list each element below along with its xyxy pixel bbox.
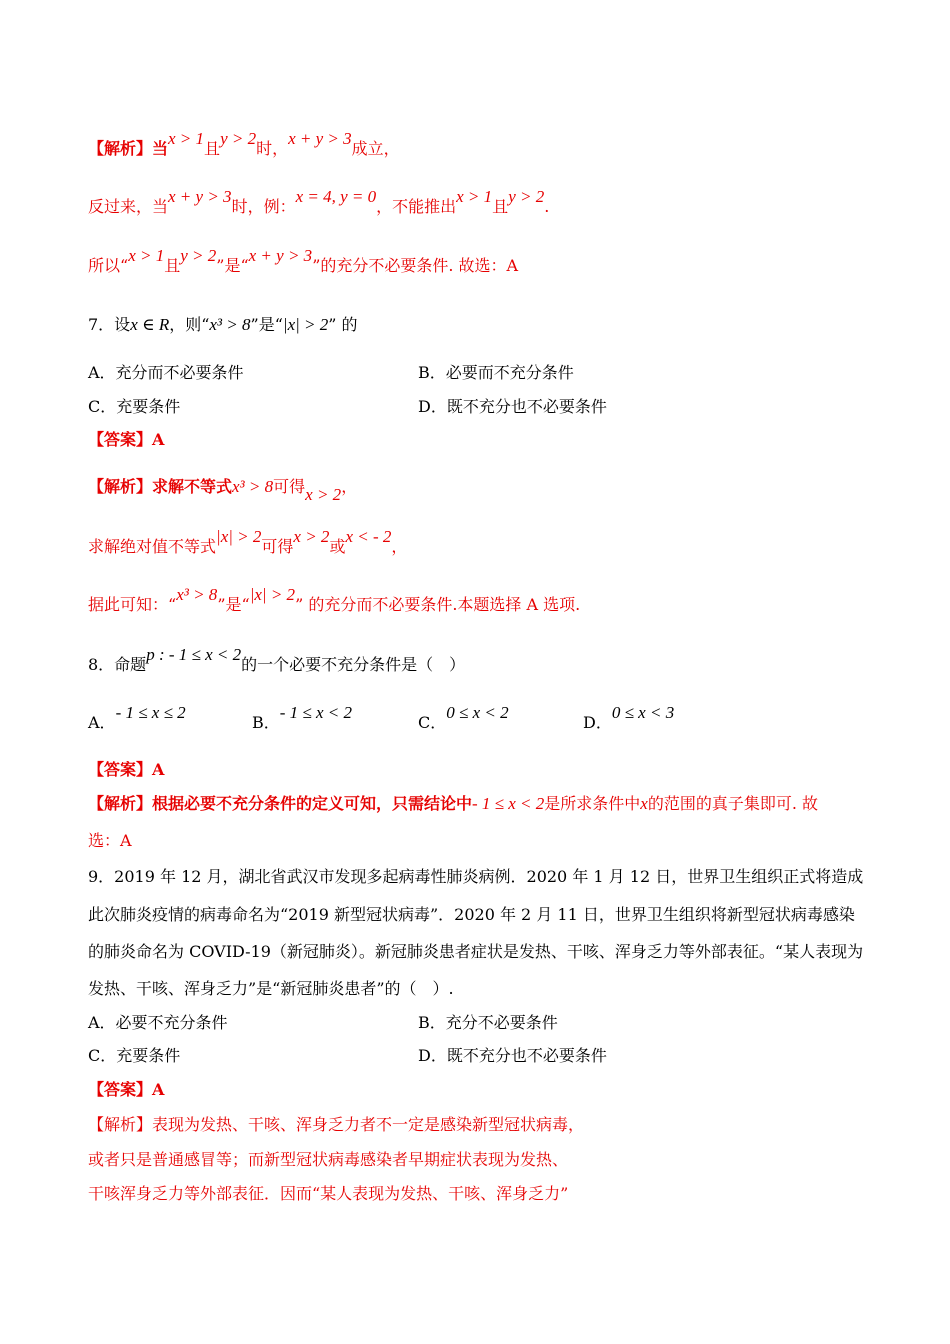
analysis-text: ， <box>391 537 408 556</box>
math-expr: x < - 2 <box>345 527 392 546</box>
q9-option-a: A．必要不充分条件 <box>88 1013 228 1032</box>
analysis-text: ， <box>341 477 358 496</box>
analysis-text: ” 的充分而不必要条件.本题选择 A 选项. <box>295 595 581 614</box>
math-expr: x + y > 3 <box>248 246 313 265</box>
q8-analysis-line-1 <box>88 793 818 815</box>
q8-option-c <box>418 703 509 734</box>
option-label: B． <box>252 713 280 732</box>
q7-analysis-line-2 <box>88 527 408 558</box>
analysis-text: 【解析】求解不等式 <box>88 477 233 496</box>
math-expr: y > 2 <box>220 129 257 148</box>
analysis-text: 且 <box>164 256 181 275</box>
q7-answer: 【答案】A <box>88 430 165 449</box>
question-text: ”是“ <box>250 315 283 334</box>
q9-option-d: D．既不充分也不必要条件 <box>418 1046 607 1065</box>
analysis-text: 求解绝对值不等式 <box>88 537 217 556</box>
q6-analysis-line-1 <box>88 129 400 160</box>
q8-answer: 【答案】A <box>88 760 165 779</box>
q9-analysis-line-1: 【解析】表现为发热、干咳、浑身乏力者不一定是感染新型冠状病毒， <box>88 1115 585 1134</box>
question-text: 8．命题 <box>88 655 147 674</box>
analysis-text: 的范围的真子集即可. 故 <box>647 794 819 813</box>
math-expr: p : - 1 ≤ x < 2 <box>146 645 242 664</box>
q7-analysis-line-1 <box>88 476 358 504</box>
analysis-text: 反过来，当 <box>88 197 169 216</box>
math-expr: y > 2 <box>508 187 545 206</box>
analysis-text: 是所求条件中 <box>544 794 641 813</box>
analysis-text: 时， <box>256 139 289 158</box>
math-expr: - 1 ≤ x < 2 <box>472 794 545 813</box>
math-expr: x ∈ R <box>130 315 170 334</box>
math-expr: x³ > 8 <box>176 585 218 604</box>
analysis-text: 时，例： <box>231 197 296 216</box>
math-expr: x > 1 <box>456 187 493 206</box>
question-text: ，则“ <box>169 315 210 334</box>
math-expr: x > 2 <box>305 485 342 504</box>
q8-stem <box>88 645 466 676</box>
math-expr: x > 1 <box>168 129 205 148</box>
math-expr: x = 4, y = 0 <box>295 187 377 206</box>
q6-analysis-line-2 <box>88 187 550 218</box>
question-text: ” 的 <box>328 315 358 334</box>
analysis-text: 可得 <box>273 477 306 496</box>
q9-stem-line-4: 发热、干咳、浑身乏力”是“新冠肺炎患者”的（ ）. <box>88 979 454 998</box>
math-expr: x + y > 3 <box>168 187 232 206</box>
question-text: 的一个必要不充分条件是（ ） <box>241 655 466 674</box>
q9-answer: 【答案】A <box>88 1080 165 1099</box>
option-label: A． <box>88 713 116 732</box>
q7-option-d: D．既不充分也不必要条件 <box>418 397 607 416</box>
q7-option-a: A．充分而不必要条件 <box>88 363 244 382</box>
math-expr: - 1 ≤ x < 2 <box>279 703 353 722</box>
math-expr: x <box>640 794 648 813</box>
q8-option-d <box>583 703 675 734</box>
q7-option-b: B．必要而不充分条件 <box>418 363 574 382</box>
math-expr: x³ > 8 <box>232 477 274 496</box>
option-label: D． <box>583 713 612 732</box>
math-expr: y > 2 <box>180 246 217 265</box>
math-expr: x + y > 3 <box>288 129 352 148</box>
analysis-text: 所以“ <box>88 256 129 275</box>
analysis-text: 且 <box>492 197 509 216</box>
q8-analysis-line-2: 选：A <box>88 831 132 850</box>
q8-option-a <box>88 703 186 734</box>
math-expr: |x| > 2 <box>216 527 262 546</box>
analysis-text: ”是“ <box>217 595 250 614</box>
analysis-text: 且 <box>204 139 221 158</box>
q7-stem <box>88 314 358 336</box>
analysis-text: 成立， <box>351 139 400 158</box>
analysis-text: 或 <box>329 537 346 556</box>
math-expr: |x| > 2 <box>282 315 329 334</box>
question-text: 7．设 <box>88 315 131 334</box>
math-expr: x > 1 <box>128 246 165 265</box>
q9-stem-line-1: 9．2019 年 12 月，湖北省武汉市发现多起病毒性肺炎病例．2020 年 1 月 12 日，世界卫生组织正式将造成 <box>88 867 864 886</box>
q9-option-c: C．充要条件 <box>88 1046 181 1065</box>
math-expr: |x| > 2 <box>249 585 296 604</box>
q9-analysis-line-2: 或者只是普通感冒等；而新型冠状病毒感染者早期症状表现为发热、 <box>88 1150 569 1169</box>
q9-stem-line-2: 此次肺炎疫情的病毒命名为“2019 新型冠状病毒”．2020 年 2 月 11 日，世界卫生组织将新型冠状病毒感染 <box>88 905 855 924</box>
q9-analysis-line-3: 干咳浑身乏力等外部表征．因而“某人表现为发热、干咳、浑身乏力” <box>88 1184 569 1203</box>
q8-option-b <box>252 703 353 734</box>
analysis-text: ，不能推出 <box>376 197 457 216</box>
option-label: C． <box>418 713 447 732</box>
analysis-text: 【解析】根据必要不充分条件的定义可知，只需结论中 <box>88 794 473 813</box>
analysis-text: 可得 <box>261 537 294 556</box>
q9-stem-line-3: 的肺炎命名为 COVID-19（新冠肺炎）。新冠肺炎患者症状是发热、干咳、浑身乏力等外部表征。“某人表现为 <box>88 942 864 961</box>
q7-analysis-line-3 <box>88 585 581 616</box>
analysis-text: . <box>544 197 550 216</box>
math-expr: x > 2 <box>293 527 330 546</box>
q7-option-c: C．充要条件 <box>88 397 181 416</box>
q6-analysis-line-3 <box>88 246 519 277</box>
math-expr: 0 ≤ x < 3 <box>611 703 675 722</box>
q9-option-b: B．充分不必要条件 <box>418 1013 558 1032</box>
analysis-text: 据此可知：“ <box>88 595 177 614</box>
math-expr: - 1 ≤ x ≤ 2 <box>115 703 186 722</box>
analysis-text: ”是“ <box>216 256 249 275</box>
analysis-text: 【解析】当 <box>88 139 169 158</box>
math-expr: x³ > 8 <box>209 315 251 334</box>
analysis-text: ”的充分不必要条件. 故选：A <box>312 256 519 275</box>
math-expr: 0 ≤ x < 2 <box>446 703 509 722</box>
